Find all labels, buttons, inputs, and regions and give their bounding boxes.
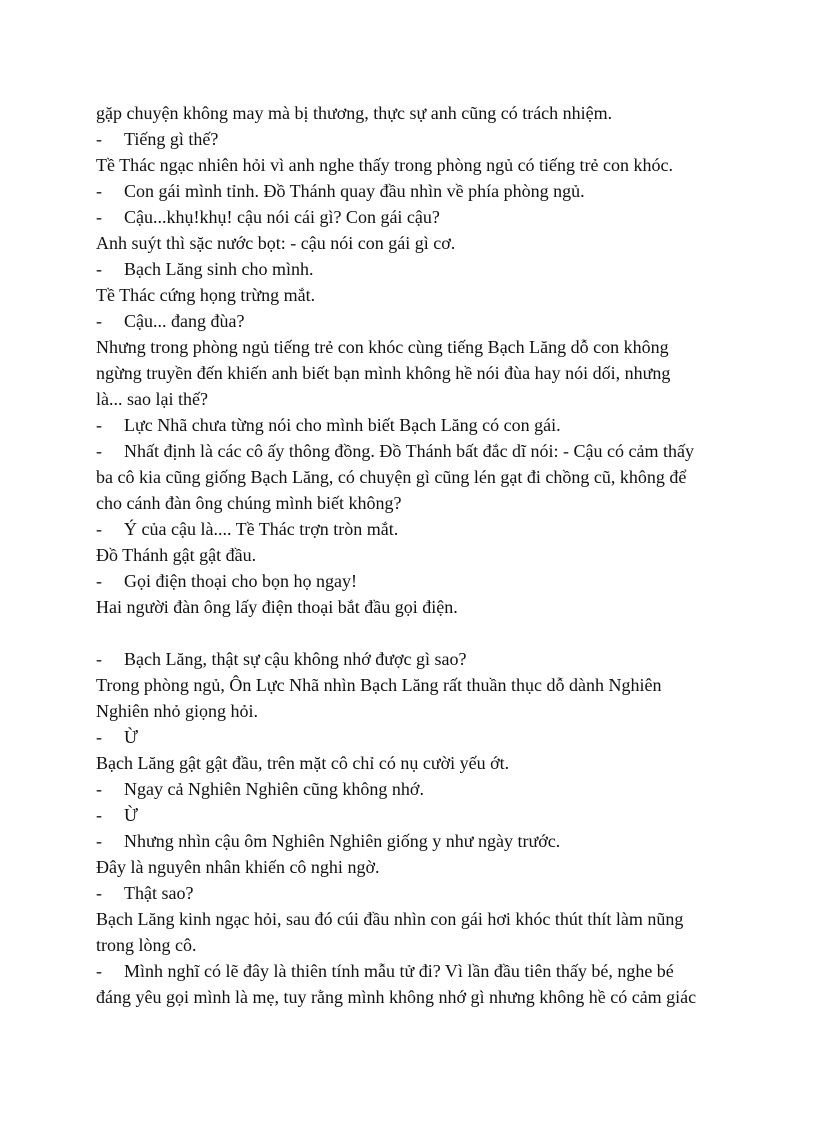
dialogue-dash: -	[96, 129, 102, 149]
dialogue-text: Nhưng nhìn cậu ôm Nghiên Nghiên giống y như ngày trước.	[124, 831, 561, 851]
dialogue-dash: -	[96, 519, 102, 539]
dialogue-line	[96, 516, 726, 542]
dialogue-dash: -	[96, 207, 102, 227]
text-line: đáng yêu gọi mình là mẹ, tuy rằng mình không nhớ gì nhưng không hề có cảm giác	[96, 987, 697, 1007]
text-line: ngừng truyền đến khiến anh biết bạn mình không hề nói đùa hay nói dối, nhưng	[96, 363, 671, 383]
dialogue-text: Cậu...khụ!khụ! cậu nói cái gì? Con gái cậu?	[124, 207, 440, 227]
text-line: gặp chuyện không may mà bị thương, thực sự anh cũng có trách nhiệm.	[96, 103, 613, 123]
dialogue-dash: -	[96, 181, 102, 201]
text-line: Trong phòng ngủ, Ôn Lực Nhã nhìn Bạch Lăng rất thuần thục dỗ dành Nghiên	[96, 675, 662, 695]
dialogue-line	[96, 880, 726, 906]
dialogue-text: Gọi điện thoại cho bọn họ ngay!	[124, 571, 357, 591]
text-line: ba cô kia cũng giống Bạch Lăng, có chuyện gì cũng lén gạt đi chồng cũ, không để	[96, 467, 687, 487]
text-line: Tề Thác ngạc nhiên hỏi vì anh nghe thấy trong phòng ngủ có tiếng trẻ con khóc.	[96, 155, 674, 175]
text-line: Bạch Lăng kinh ngạc hỏi, sau đó cúi đầu nhìn con gái hơi khóc thút thít làm nũng	[96, 909, 684, 929]
dialogue-line	[96, 204, 726, 230]
dialogue-dash: -	[96, 311, 102, 331]
text-line: Bạch Lăng gật gật đầu, trên mặt cô chỉ có nụ cười yếu ớt.	[96, 753, 510, 773]
dialogue-text: Bạch Lăng sinh cho mình.	[124, 259, 314, 279]
dialogue-dash: -	[96, 571, 102, 591]
dialogue-dash: -	[96, 805, 102, 825]
dialogue-line	[96, 308, 726, 334]
dialogue-text: Tiếng gì thế?	[124, 129, 219, 149]
dialogue-dash: -	[96, 831, 102, 851]
dialogue-line	[96, 724, 726, 750]
document-body	[96, 100, 726, 1010]
dialogue-dash: -	[96, 961, 102, 981]
dialogue-dash: -	[96, 727, 102, 747]
dialogue-text: Cậu... đang đùa?	[124, 311, 245, 331]
dialogue-text: Ừ	[124, 727, 138, 747]
blank-line	[96, 620, 726, 646]
dialogue-text: Lực Nhã chưa từng nói cho mình biết Bạch Lăng có con gái.	[124, 415, 561, 435]
dialogue-dash: -	[96, 415, 102, 435]
dialogue-text: Con gái mình tỉnh. Đồ Thánh quay đầu nhìn về phía phòng ngủ.	[124, 181, 585, 201]
text-line: Tề Thác cứng họng trừng mắt.	[96, 285, 316, 305]
dialogue-line	[96, 776, 726, 802]
dialogue-text: Ngay cả Nghiên Nghiên cũng không nhớ.	[124, 779, 424, 799]
dialogue-dash: -	[96, 441, 102, 461]
text-line: cho cánh đàn ông chúng mình biết không?	[96, 493, 402, 513]
dialogue-dash: -	[96, 259, 102, 279]
text-line: là... sao lại thế?	[96, 389, 208, 409]
dialogue-line	[96, 178, 726, 204]
text-line: Nhưng trong phòng ngủ tiếng trẻ con khóc cùng tiếng Bạch Lăng dỗ con không	[96, 337, 669, 357]
text-line: Đây là nguyên nhân khiến cô nghi ngờ.	[96, 857, 380, 877]
dialogue-line	[96, 438, 726, 464]
dialogue-line	[96, 828, 726, 854]
dialogue-text: Thật sao?	[124, 883, 194, 903]
text-line: Đồ Thánh gật gật đầu.	[96, 545, 257, 565]
dialogue-dash: -	[96, 883, 102, 903]
dialogue-line	[96, 646, 726, 672]
text-line: Hai người đàn ông lấy điện thoại bắt đầu gọi điện.	[96, 597, 458, 617]
dialogue-line	[96, 802, 726, 828]
dialogue-line	[96, 126, 726, 152]
dialogue-line	[96, 568, 726, 594]
text-line: Nghiên nhỏ giọng hỏi.	[96, 701, 258, 721]
dialogue-text: Ừ	[124, 805, 138, 825]
dialogue-text: Nhất định là các cô ấy thông đồng. Đồ Thánh bất đắc dĩ nói: - Cậu có cảm thấy	[124, 441, 695, 461]
dialogue-text: Ý của cậu là.... Tề Thác trợn tròn mắt.	[124, 519, 399, 539]
text-line: trong lòng cô.	[96, 935, 197, 955]
dialogue-line	[96, 412, 726, 438]
text-line: Anh suýt thì sặc nước bọt: - cậu nói con gái gì cơ.	[96, 233, 456, 253]
dialogue-line	[96, 256, 726, 282]
dialogue-line	[96, 958, 726, 984]
dialogue-text: Mình nghĩ có lẽ đây là thiên tính mẫu tử đi? Vì lần đầu tiên thấy bé, nghe bé	[124, 961, 674, 981]
dialogue-dash: -	[96, 649, 102, 669]
dialogue-text: Bạch Lăng, thật sự cậu không nhớ được gì sao?	[124, 649, 467, 669]
dialogue-dash: -	[96, 779, 102, 799]
